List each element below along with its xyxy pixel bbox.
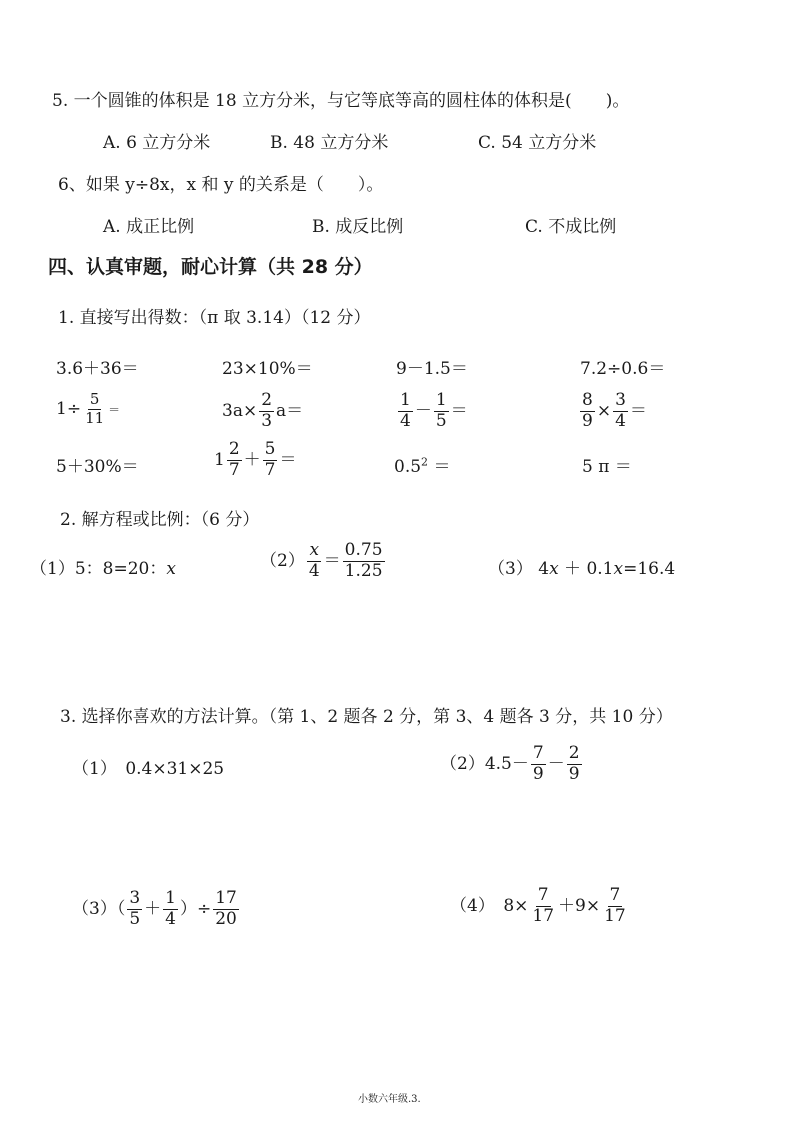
calc-r1c4: 7.2÷0.6＝ <box>580 359 666 379</box>
question-6-option-a: A. 成正比例 <box>103 217 195 237</box>
calc-3-4: （4） 8× $\frac{7}{17}$ ＋9× $\frac{7}{17}$ <box>450 885 626 926</box>
fraction: $\frac{5}{11}$ <box>85 390 105 427</box>
fraction: $\frac{3}{5}$ <box>129 888 141 929</box>
fraction: $\frac{1}{5}$ <box>435 390 447 431</box>
fraction: $\frac{2}{9}$ <box>568 743 580 784</box>
fraction: $\frac{7}{9}$ <box>532 743 544 784</box>
fraction: $\frac{8}{9}$ <box>582 390 593 431</box>
fraction: $\frac{17}{20}$ <box>215 888 237 929</box>
calc-r3c3: $0.5^2$ ＝ <box>394 455 451 477</box>
question-5-option-b: B. 48 立方分米 <box>270 133 389 153</box>
calc-r3c2: 1 $\frac{2}{7}$ ＋ $\frac{5}{7}$ ＝ <box>214 439 297 480</box>
part-1-heading: 1. 直接写出得数：（π 取 3.14）（12 分） <box>58 308 371 328</box>
calc-3-3: （3）（ $\frac{3}{5}$ ＋ $\frac{1}{4}$ ）÷ $\frac{17}{20}$ <box>72 888 237 929</box>
calc-r2c2: 3a× $\frac{2}{3}$ a＝ <box>222 390 304 431</box>
fraction: $\frac{5}{7}$ <box>264 439 276 480</box>
fraction: $\frac{3}{4}$ <box>615 390 626 431</box>
part-3-heading: 3. 选择你喜欢的方法计算。（第 1、2 题各 2 分，第 3、4 题各 3 分，共 10 分） <box>60 707 673 727</box>
calc-r1c1: 3.6＋36＝ <box>56 359 139 379</box>
calc-r2c4: $\frac{8}{9}$ × $\frac{3}{4}$ ＝ <box>582 390 647 431</box>
calc-r1c2: 23×10%＝ <box>222 359 313 379</box>
calc-r2c1: 1÷ $\frac{5}{11}$ ＝ <box>56 390 121 427</box>
question-6-option-b: B. 成反比例 <box>312 217 404 237</box>
equation-3: （3） 4x ＋ 0.1x=16.4 <box>488 559 676 579</box>
section-4-title: 四、认真审题，耐心计算（共 28 分） <box>48 256 373 278</box>
question-6-stem: 6、如果 y÷8x，x 和 y 的关系是（ ）。 <box>58 175 384 195</box>
calc-3-1: （1） 0.4×31×25 <box>72 759 225 779</box>
calc-3-2: （2）4.5－ $\frac{7}{9}$ － $\frac{2}{9}$ <box>440 743 580 784</box>
fraction: $\frac{x}{4}$ <box>308 540 320 581</box>
part-2-heading: 2. 解方程或比例：（6 分） <box>60 510 260 530</box>
fraction: $\frac{0.75}{1.25}$ <box>344 540 383 581</box>
fraction: $\frac{7}{17}$ <box>604 885 626 926</box>
fraction: $\frac{2}{3}$ <box>261 390 273 431</box>
question-5-option-a: A. 6 立方分米 <box>103 133 211 153</box>
fraction: $\frac{1}{4}$ <box>165 888 176 929</box>
question-6-option-c: C. 不成比例 <box>525 217 617 237</box>
fraction: $\frac{2}{7}$ <box>228 439 240 480</box>
fraction: $\frac{1}{4}$ <box>400 390 411 431</box>
question-5-stem: 5. 一个圆锥的体积是 18 立方分米，与它等底等高的圆柱体的体积是( )。 <box>52 91 630 111</box>
calc-r2c3: $\frac{1}{4}$ － $\frac{1}{5}$ ＝ <box>400 390 468 431</box>
page-footer: 小数六年级.3. <box>358 1094 421 1105</box>
equation-1: （1）5：8=20：x <box>30 559 176 579</box>
equation-2: （2） $\frac{x}{4}$ ＝ $\frac{0.75}{1.25}$ <box>260 540 383 581</box>
question-5-option-c: C. 54 立方分米 <box>478 133 597 153</box>
calc-r1c3: 9－1.5＝ <box>396 359 468 379</box>
calc-r3c4: 5 π ＝ <box>582 457 632 477</box>
calc-r3c1: 5＋30%＝ <box>56 457 139 477</box>
fraction: $\frac{7}{17}$ <box>532 885 555 926</box>
